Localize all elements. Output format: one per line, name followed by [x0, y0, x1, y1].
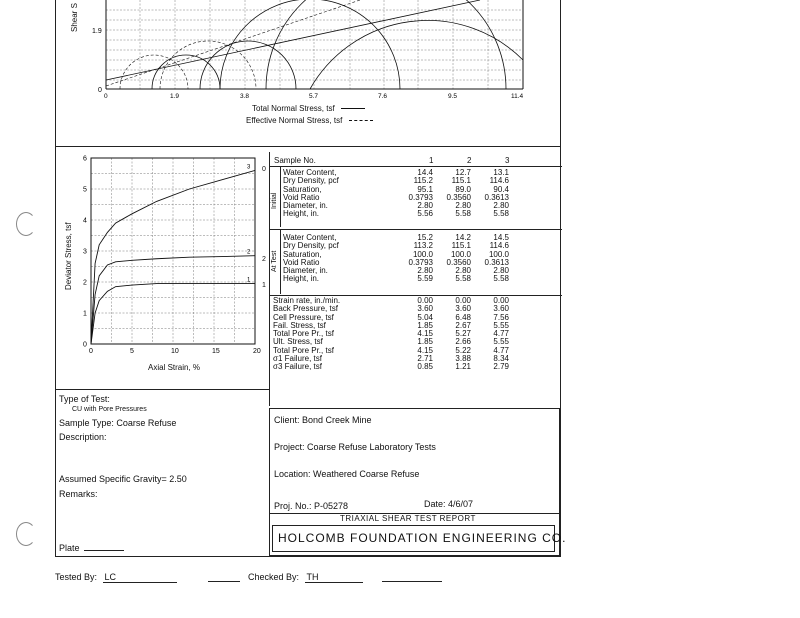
sample-2-value: 115.1 — [451, 176, 471, 186]
row-label: Void Ratio — [283, 192, 320, 202]
row-label: Diameter, in. — [283, 201, 328, 211]
row-label: Strain rate, in./min. — [273, 296, 341, 305]
initial-label: Initial — [271, 192, 278, 209]
table-header-label: Sample No. — [274, 156, 316, 165]
sample-1-value: 4.15 — [417, 345, 433, 355]
initial-table — [280, 169, 509, 219]
mohr-circles — [152, 0, 523, 89]
sample-3-value: 13.1 — [493, 168, 509, 177]
sample-3-value: 5.55 — [493, 320, 509, 330]
sample-2-value: 5.27 — [455, 329, 471, 339]
row-label: Total Pore Pr., tsf — [273, 345, 334, 355]
tested-by-extra-line — [208, 581, 240, 582]
sample-3-value: 114.6 — [489, 241, 509, 251]
sample-3-value: 4.77 — [493, 345, 509, 355]
sample-2-value: 5.58 — [455, 274, 471, 284]
tested-by — [55, 572, 177, 583]
row-label: Saturation, — [283, 249, 322, 259]
sample-3-value: 5.58 — [493, 209, 509, 219]
sample-1-value: 0.00 — [417, 296, 433, 305]
y-tick-label: 1 — [83, 310, 87, 318]
sample-2-value: 0.3560 — [446, 192, 471, 202]
sample-3-value: 0.00 — [493, 296, 509, 305]
mohr-y-tick-0: 0 — [98, 87, 102, 94]
sample-1-value: 115.2 — [413, 176, 433, 186]
row-label: σ3 Failure, tsf — [273, 362, 322, 372]
mohr-y-label: Shear S — [70, 3, 79, 32]
sample-1-value: 2.80 — [417, 266, 433, 276]
other-table — [270, 297, 509, 372]
series-label-2: 2 — [247, 249, 251, 256]
y-tick-label: 2 — [83, 279, 87, 287]
legend-total-label: Total Normal Stress, tsf — [252, 104, 335, 113]
description: Description: — [59, 432, 107, 442]
stress-strain-grid — [91, 158, 255, 344]
sample-2-value: 12.7 — [455, 168, 471, 177]
y-tick-label: 5 — [83, 186, 87, 194]
sample-2-value: 3.88 — [455, 354, 471, 364]
report-title: TRIAXIAL SHEAR TEST REPORT — [340, 514, 476, 523]
header-rule — [270, 166, 562, 167]
sample-type: Sample Type: Coarse Refuse — [59, 418, 177, 428]
sample-3-value: 114.6 — [489, 176, 509, 186]
plate-text: Plate — [59, 543, 80, 553]
type-of-test-value: CU with Pore Pressures — [72, 406, 147, 413]
phase-marker-0: 0 — [262, 166, 266, 173]
sample-2-value: 115.1 — [451, 241, 471, 251]
row-label: Cell Pressure, tsf — [273, 312, 334, 322]
row-label: σ1 Failure, tsf — [273, 354, 322, 364]
row-label: Saturation, — [283, 184, 322, 194]
stress-strain-y-label: Deviator Stress, tsf — [64, 222, 73, 290]
project-name: Project: Coarse Refuse Laboratory Tests — [274, 442, 436, 452]
divider-top-chart — [55, 146, 561, 147]
checked-by-label: Checked By: — [248, 572, 300, 582]
sample-3-value: 0.3613 — [484, 257, 509, 267]
checked-by-value: TH — [305, 572, 363, 583]
frame-bottom — [55, 556, 561, 557]
mohr-y-tick-1: 1.9 — [92, 28, 102, 35]
sample-1-value: 0.3793 — [408, 192, 433, 202]
y-tick-label: 4 — [83, 217, 87, 225]
checked-by-extra-line — [382, 581, 442, 582]
row-label: Height, in. — [283, 209, 320, 219]
sample-3-value: 4.77 — [493, 329, 509, 339]
sample-2-value: 2.67 — [455, 320, 471, 330]
sample-3-value: 2.80 — [493, 201, 509, 211]
other-row — [270, 363, 509, 371]
row-label: Height, in. — [283, 274, 320, 284]
sample-2-value: 5.22 — [455, 345, 471, 355]
sample-3-value: 8.34 — [493, 354, 509, 364]
series-label-3: 3 — [247, 164, 251, 171]
stress-strain-x-ticks — [89, 348, 261, 355]
mohr-x-tick-0: 0 — [104, 93, 108, 100]
sample-2-value: 100.0 — [450, 249, 471, 259]
company-box — [272, 525, 567, 552]
sample-1-value: 2.71 — [417, 354, 433, 364]
sample-1-value: 2.80 — [417, 201, 433, 211]
row-label: Fail. Stress, tsf — [273, 320, 326, 330]
at-test-table — [280, 234, 509, 284]
sample-2-value: 14.2 — [455, 233, 471, 242]
sample-1-value: 95.1 — [417, 184, 433, 194]
frame-left — [55, 0, 56, 556]
type-of-test-label: Type of Test: — [59, 394, 110, 404]
mohr-x-tick-5: 9.5 — [448, 93, 458, 100]
row-label: Ult. Stress, tsf — [273, 337, 323, 347]
report-date: Date: 4/6/07 — [424, 499, 474, 509]
sample-2-value: 0.00 — [455, 296, 471, 305]
row-label: Dry Density, pcf — [283, 176, 339, 186]
sample-3-value: 90.4 — [493, 184, 509, 194]
initial-rule — [270, 229, 562, 230]
legend-total-stress — [252, 104, 365, 113]
sample-2-value: 89.0 — [455, 184, 471, 194]
y-tick-label: 6 — [83, 155, 87, 163]
punch-hole-bottom — [16, 522, 36, 546]
legend-effective-swatch — [349, 120, 373, 121]
company-name: HOLCOMB FOUNDATION ENGINEERING CO. — [278, 531, 567, 545]
sample-3-value: 100.0 — [488, 249, 509, 259]
y-tick-label: 0 — [83, 341, 87, 349]
sample-1-value: 4.15 — [417, 329, 433, 339]
initial-row — [280, 210, 509, 218]
legend-total-swatch — [341, 108, 365, 109]
sample-1-value: 5.56 — [417, 209, 433, 219]
row-label: Dry Density, pcf — [283, 241, 339, 251]
sample-1-value: 5.04 — [417, 312, 433, 322]
row-label: Water Content, — [283, 168, 337, 177]
sample-2-value: 2.66 — [455, 337, 471, 347]
sample-2-value: 3.60 — [455, 304, 471, 314]
mohr-x-tick-2: 3.8 — [240, 93, 250, 100]
row-label: Back Pressure, tsf — [273, 304, 338, 314]
checked-by — [248, 572, 363, 583]
client: Client: Bond Creek Mine — [274, 415, 372, 425]
at_test-row — [280, 275, 509, 283]
x-tick-label: 10 — [171, 348, 179, 355]
sample-3-value: 0.3613 — [484, 192, 509, 202]
sample-3-value: 7.56 — [493, 312, 509, 322]
x-tick-label: 20 — [253, 348, 261, 355]
project-box — [269, 408, 567, 556]
plate-line — [84, 550, 124, 551]
mohr-x-tick-3: 5.7 — [309, 93, 319, 100]
stress-strain-y-ticks — [83, 156, 87, 349]
legend-effective-stress — [246, 116, 373, 125]
sample-1-value: 15.2 — [417, 233, 433, 242]
sample-2-value: 0.3560 — [446, 257, 471, 267]
divider-info — [55, 389, 269, 390]
sample-1-value: 113.2 — [413, 241, 433, 251]
sample-3-value: 3.60 — [493, 304, 509, 314]
x-tick-label: 15 — [212, 348, 220, 355]
y-tick-label: 3 — [83, 248, 87, 256]
phase-marker-2: 2 — [262, 256, 266, 263]
sample-1-value: 0.3793 — [408, 257, 433, 267]
sample-1-header: 1 — [429, 156, 434, 165]
sample-3-header: 3 — [505, 156, 510, 165]
sample-3-value: 5.58 — [493, 274, 509, 284]
sample-3-value: 2.80 — [493, 266, 509, 276]
x-tick-label: 0 — [89, 348, 93, 355]
sample-1-value: 1.85 — [417, 337, 433, 347]
sample-2-value: 1.21 — [455, 362, 471, 372]
stress-strain-chart — [60, 152, 265, 377]
project-number: Proj. No.: P-05278 — [274, 501, 349, 511]
sample-1-value: 0.85 — [417, 362, 433, 372]
sample-3-value: 14.5 — [493, 233, 509, 242]
sample-1-value: 1.85 — [417, 320, 433, 330]
legend-effective-label: Effective Normal Stress, tsf — [246, 116, 343, 125]
location: Location: Weathered Coarse Refuse — [274, 469, 420, 479]
row-label: Water Content, — [283, 233, 337, 242]
sample-2-value: 2.80 — [455, 266, 471, 276]
sample-2-header: 2 — [467, 156, 472, 165]
specific-gravity: Assumed Specific Gravity= 2.50 — [59, 474, 187, 484]
sample-1-value: 14.4 — [417, 168, 433, 177]
mohr-x-tick-1: 1.9 — [170, 93, 180, 100]
x-tick-label: 5 — [130, 348, 134, 355]
row-label: Total Pore Pr., tsf — [273, 329, 334, 339]
sample-2-value: 2.80 — [455, 201, 471, 211]
sample-3-value: 5.55 — [493, 337, 509, 347]
phase-marker-1: 1 — [262, 282, 266, 289]
row-label: Diameter, in. — [283, 266, 328, 276]
mohr-circles-effective — [120, 41, 256, 89]
at-test-label: At Test — [271, 250, 278, 272]
sample-2-value: 5.58 — [455, 209, 471, 219]
plate-label — [59, 543, 124, 553]
results-table-panel — [262, 152, 562, 406]
punch-hole-top — [16, 212, 36, 236]
remarks: Remarks: — [59, 489, 98, 499]
mohr-x-tick-6: 11.4 — [511, 93, 524, 100]
sample-1-value: 3.60 — [417, 304, 433, 314]
mohr-x-tick-4: 7.6 — [378, 93, 388, 100]
sample-3-value: 2.79 — [493, 362, 509, 372]
tested-by-label: Tested By: — [55, 572, 98, 582]
stress-strain-x-label: Axial Strain, % — [148, 363, 201, 372]
tested-by-value: LC — [103, 572, 177, 583]
mohr-grid — [106, 0, 523, 89]
sample-1-value: 100.0 — [412, 249, 433, 259]
sample-2-value: 6.48 — [455, 312, 471, 322]
sample-1-value: 5.59 — [417, 274, 433, 284]
series-label-1: 1 — [247, 277, 251, 284]
row-label: Void Ratio — [283, 257, 320, 267]
